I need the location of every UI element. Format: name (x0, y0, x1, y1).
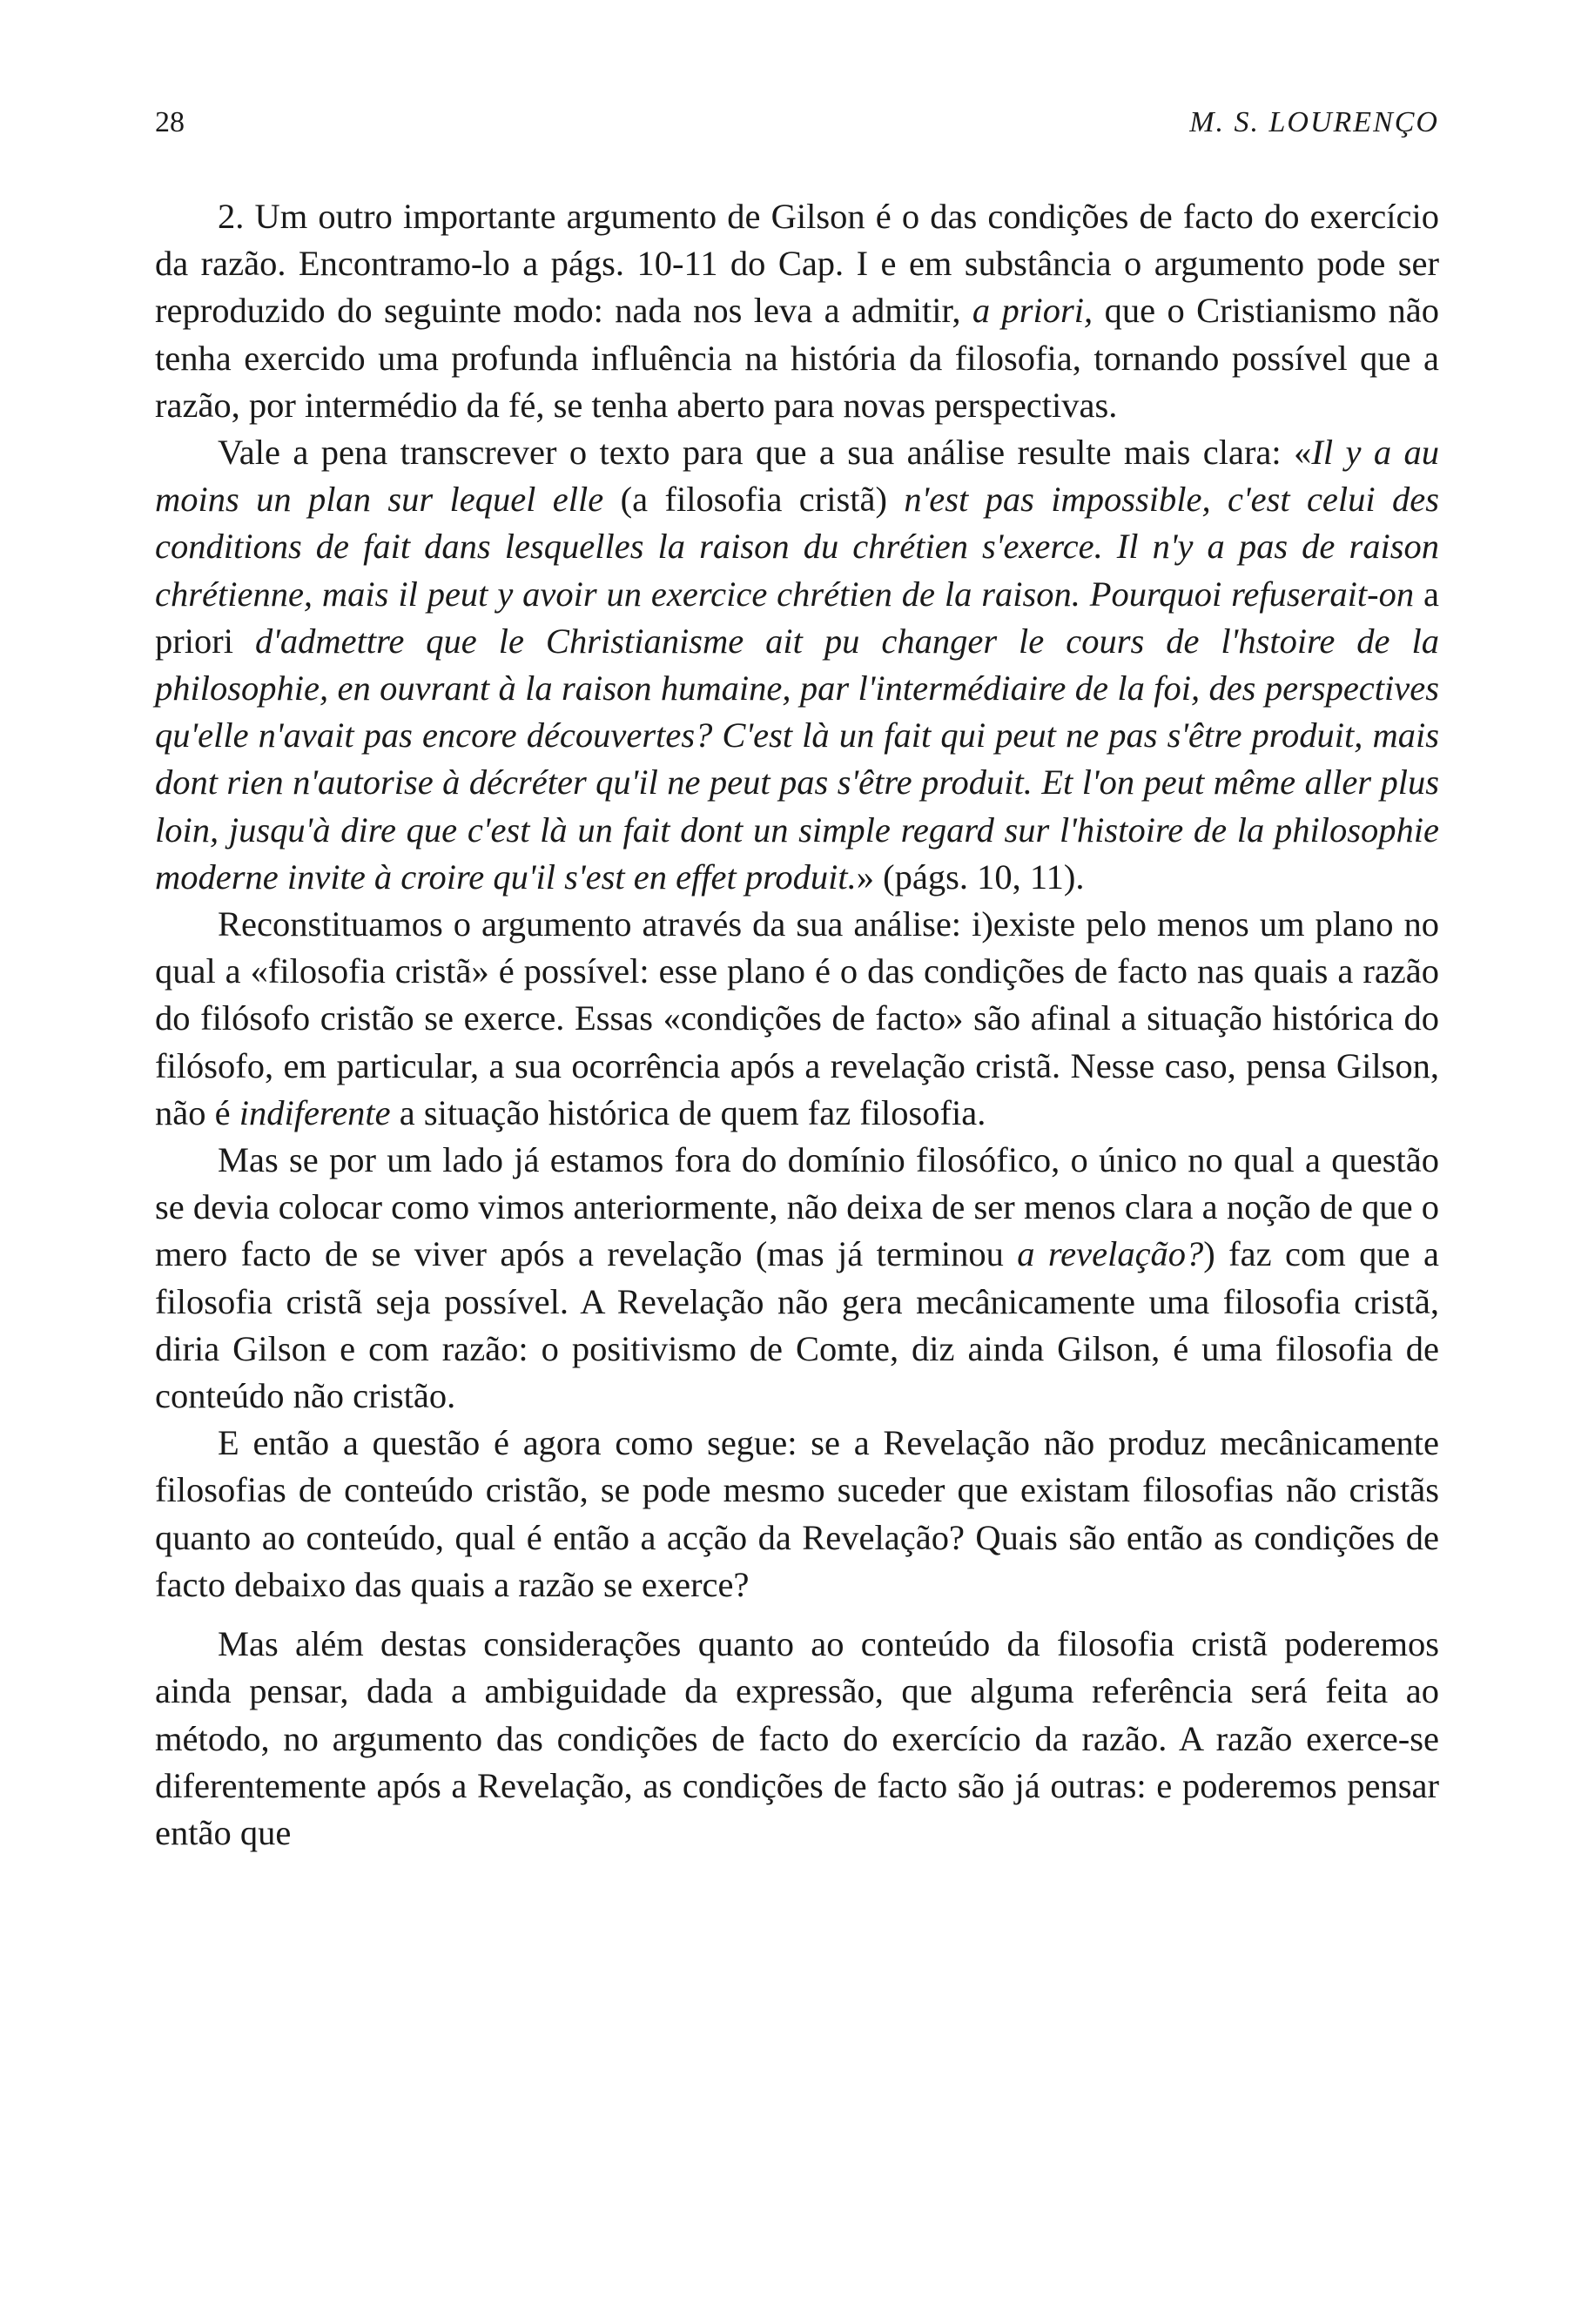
italic-segment: n'est pas impossible, c'est celui des conditions de fait dans lesquelles la raison du chrétien s'exerce. Il n'y a pas de raison chrétienne, mais il peut y avoir un exercice chrétien de la raison. Pourquoi refuserait-on (155, 480, 1440, 614)
text-segment: » (págs. 10, 11). (856, 856, 1085, 897)
italic-segment: indiferente (239, 1092, 391, 1132)
paragraph (155, 1621, 1439, 1857)
italic-segment: a priori, (972, 291, 1093, 331)
italic-segment: d'admettre que le Christianisme ait pu changer le cours de l'hstoire de la philosophie, en ouvrant à la raison humaine, par l'intermédiaire de la foi, des perspectives qu'elle n'avait pas encore découvertes? C'est là un fait qui peut ne pas s'être produit, mais dont rien n'autorise à décréter qu'il ne peut pas s'être produit. Et l'on peut même aller plus loin, jusqu'à dire que c'est là un fait dont un simple regard sur l'histoire de la philosophie moderne invite à croire qu'il s'est en effet produit. (155, 621, 1439, 897)
text-segment: 2. Um outro importante argumento de Gilson é o das condições de facto do exercício da razão. Encontramo-lo a págs. 10-11 do Cap. I e em substância o argumento pode ser reproduzido do seguinte modo: nada nos leva a admitir, (155, 197, 1439, 331)
italic-segment: a revelação? (1017, 1234, 1204, 1274)
text-segment: a priori (155, 574, 1439, 661)
page-header (155, 106, 1439, 150)
body-text (155, 193, 1439, 1857)
paragraph (155, 193, 1439, 429)
text-segment: Mas se por um lado já estamos fora do domínio filosófico, o único no qual a questão se devia colocar como vimos anteriormente, não deixa de ser menos clara a noção de que o mero facto de se viver após a revelação (mas já terminou (155, 1140, 1439, 1274)
text-segment: Vale a pena transcrever o texto para que a sua análise resulte mais clara: « (218, 433, 1312, 473)
text-segment: E então a questão é agora como segue: se a Revelação não produz mecânicamente filosofias de conteúdo cristão, se pode mesmo suceder que existam filosofias não cristãs quanto ao conteúdo, qual é então a acção da Revelação? Quais são então as condições de facto debaixo das quais a razão se exerce? (155, 1423, 1439, 1604)
running-head: M. S. LOURENÇO (1189, 106, 1439, 138)
text-segment: Reconstituamos o argumento através da sua análise: i)existe pelo menos um plano no qual a «filosofia cristã» é possível: esse plano é o das condições de facto nas quais a razão do filósofo cristão se exerce. Essas «condições de facto» são afinal a situação histórica do filósofo, em particular, a sua ocorrência após a revelação cristã. Nesse caso, pensa Gilson, não é (155, 904, 1439, 1132)
paragraph (155, 429, 1439, 901)
text-segment: que o Cristianismo não tenha exercido uma profunda influência na história da filosofia, tornando possível que a razão, por intermédio da fé, se tenha aberto para novas perspectivas. (155, 291, 1439, 425)
paragraph (155, 1420, 1439, 1609)
italic-segment: Il y a au moins un plan sur lequel elle (155, 433, 1440, 520)
paragraph (155, 1137, 1439, 1420)
page-number: 28 (155, 106, 185, 138)
text-segment: a situação histórica de quem faz filosofia. (390, 1092, 986, 1132)
paragraph (155, 901, 1439, 1137)
text-segment: ) faz com que a filosofia cristã seja possível. A Revelação não gera mecânicamente uma filosofia cristã, diria Gilson e com razão: o positivismo de Comte, diz ainda Gilson, é uma filosofia de conteúdo não cristão. (155, 1234, 1439, 1416)
text-segment: Mas além destas considerações quanto ao conteúdo da filosofia cristã poderemos ainda pensar, dada a ambiguidade da expressão, que alguma referência será feita ao método, no argumento das condições de facto do exercício da razão. A razão exerce-se diferentemente após a Revelação, as condições de facto são já outras: e poderemos pensar então que (155, 1624, 1439, 1852)
text-segment: (a filosofia cristã) (603, 480, 905, 520)
